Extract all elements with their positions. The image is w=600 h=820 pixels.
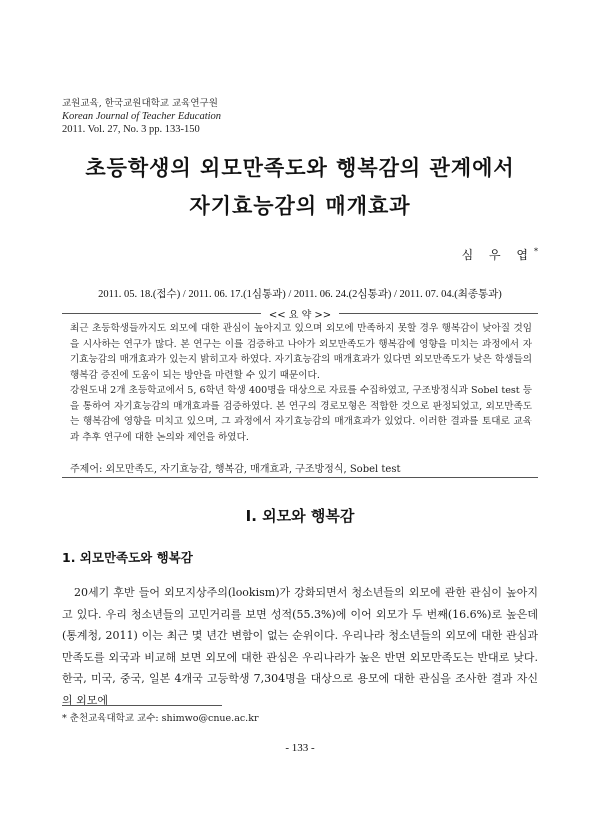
author-footnote-mark: *: [534, 247, 538, 256]
footnote-rule: [62, 705, 222, 706]
keywords: 주제어: 외모만족도, 자기효능감, 행복감, 매개효과, 구조방정식, Sobel test: [70, 464, 401, 475]
abstract-label: << 요 약 >>: [62, 306, 538, 321]
section-title: Ⅰ. 외모와 행복감: [245, 507, 355, 525]
author-line: [462, 246, 538, 263]
journal-header: [62, 97, 221, 136]
paper-title-line1: 초등학생의 외모만족도와 행복감의 관계에서: [85, 156, 515, 180]
abstract-text: [70, 321, 532, 445]
paper-title-line2: 자기효능감의 매개효과: [189, 194, 411, 218]
body-paragraph-text: 20세기 후반 들어 외모지상주의(lookism)가 강화되면서 청소년들의 외모에 관한 관심이 높아지고 있다. 우리 청소년들의 고민거리를 보면 성적(55.3%)에 이어 외모가 두 번째(16.6%)로 높은데(통계청, 2011) 이는 최근 몇 년간 변함이 없는 순위이다. 우리나라 청소년들의 외모에 대한 관심과 만족도를 외국과 비교해 보면 외모에 대한 관심은 우리나라가 높은 반면 외모만족도는 반대로 낮다. 한국, 미국, 중국, 일본 4개국 고등학생 7,304명을 대상으로 용모에 대한 관심을 조사한 결과 자신의 외모에: [62, 586, 538, 707]
body-paragraph: [62, 582, 538, 711]
journal-volume: 2011. Vol. 27, No. 3 pp. 133-150: [62, 124, 200, 135]
abstract-paragraph-2: 강원도내 2개 초등학교에서 5, 6학년 학생 400명을 대상으로 자료를 수집하였고, 구조방정식과 Sobel test 등을 통하여 자기효능감의 매개효과를 검증하였다. 본 연구의 경로모형은 적합한 것으로 판정되었고, 외모만족도는 행복감에 영향을 미치고 있으며, 그 과정에서 자기효능감의 매개효과가 있었다. 이러한 결과를 토대로 교육과 추후 연구에 대한 논의와 제언을 하였다.: [70, 385, 532, 443]
review-dates: 2011. 05. 18.(접수) / 2011. 06. 17.(1심통과) / 2011. 06. 24.(2심통과) / 2011. 07. 04.(최종통과): [98, 289, 502, 300]
abstract-paragraph-1: 최근 초등학생들까지도 외모에 대한 관심이 높아지고 있으며 외모에 만족하지 못할 경우 행복감이 낮아질 것임을 시사하는 연구가 많다. 본 연구는 이를 검증하고 나아가 외모만족도가 행복감에 영향을 미치는 과정에서 자기효능감의 매개효과가 있는지 밝히고자 하였다. 자기효능감의 매개효과가 있다면 외모만족도가 낮은 학생들의 행복감 증진에 도움이 되는 방안을 마련할 수 있기 때문이다.: [70, 323, 532, 381]
page-number: - 133 -: [285, 742, 315, 754]
subsection-title: 1. 외모만족도와 행복감: [62, 550, 193, 565]
journal-name-korean: 교원교육, 한국교원대학교 교육연구원: [62, 98, 218, 109]
abstract-bottom-rule: [62, 477, 538, 478]
author-footnote: * 춘천교육대학교 교수: shimwo@cnue.ac.kr: [62, 713, 259, 724]
journal-name-english: Korean Journal of Teacher Education: [62, 111, 222, 122]
author-name: 심 우 엽: [461, 248, 534, 262]
